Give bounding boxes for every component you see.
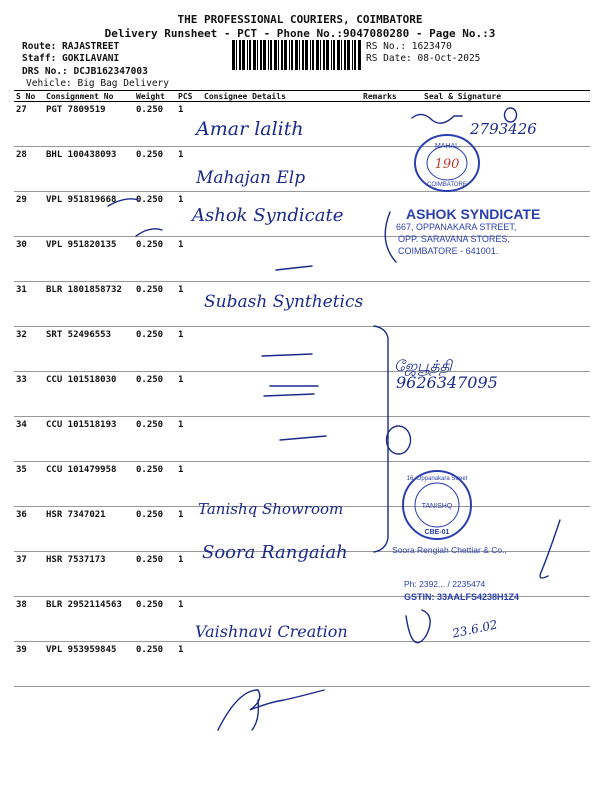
cell-seal [422,327,590,372]
handwriting-subash: Subash Synthetics [204,292,364,312]
route-label: Route: RAJASTREET [22,41,120,52]
cell-consignee [202,372,361,417]
cell-consignee [202,597,361,642]
runsheet-subtitle: Delivery Runsheet - PCT - Phone No.:9047080280 - Page No.:3 [104,27,496,40]
cell-sno: 32 [14,327,44,372]
cell-sno: 38 [14,597,44,642]
cell-pcs: 1 [176,147,202,192]
top-stamp-ring-text: MAHAL [434,143,460,150]
cell-pcs: 1 [176,642,202,687]
cell-consignment: SRT 52496553 [44,327,134,372]
cell-consignment: CCU 101479958 [44,462,134,507]
ashok-stamp-line3: OPP. SARAVANA STORES, [398,234,510,244]
company-title: THE PROFESSIONAL COURIERS, COIMBATORE [177,13,423,26]
cell-consignee [202,327,361,372]
drs-label: DRS No.: DCJB162347003 [22,66,148,77]
cell-weight: 0.250 [134,147,176,192]
cell-remarks [361,372,422,417]
cell-consignment: HSR 7537173 [44,552,134,597]
cell-consignee [202,147,361,192]
barcode [232,40,362,70]
cell-consignment: HSR 7347021 [44,507,134,552]
cell-weight: 0.250 [134,552,176,597]
cell-consignee [202,552,361,597]
table-row [14,462,590,507]
ashok-stamp-title: ASHOK SYNDICATE [406,206,541,222]
cell-consignment: CCU 101518030 [44,372,134,417]
cell-consignee [202,462,361,507]
table-row [14,642,590,687]
table-row [14,417,590,462]
top-red-stamp [412,132,482,194]
table-row [14,102,590,147]
cell-weight: 0.250 [134,237,176,282]
handwriting-ashok: Ashok Syndicate [192,205,344,226]
cell-consignee [202,237,361,282]
vehicle-label: Vehicle: Big Bag Delivery [26,78,169,89]
cell-sno: 30 [14,237,44,282]
cell-seal [422,642,590,687]
cell-consignee [202,102,361,147]
cell-sno: 39 [14,642,44,687]
cell-remarks [361,282,422,327]
cell-sno: 28 [14,147,44,192]
soora-stamp-line2: Ph: 2392... / 2235474 [404,579,486,589]
tanishq-ring-text: 16, Oppanakara Street [406,476,468,482]
table-header-row [14,91,590,102]
cell-consignment: BLR 1801858732 [44,282,134,327]
handwriting-vaishnavi: Vaishnavi Creation [195,622,348,641]
cell-pcs: 1 [176,102,202,147]
col-pcs: PCS [176,91,202,102]
handwriting-mahajan: Mahajan Elp [196,168,306,188]
cell-pcs: 1 [176,552,202,597]
cell-weight: 0.250 [134,507,176,552]
col-remarks: Remarks [361,91,422,102]
cell-seal [422,372,590,417]
cell-weight: 0.250 [134,327,176,372]
rs-date: RS Date: 08-Oct-2025 [366,53,481,64]
cell-pcs: 1 [176,507,202,552]
final-signature-tail [252,700,258,730]
cell-sno: 27 [14,102,44,147]
table-row [14,327,590,372]
rs-number: RS No.: 1623470 [366,41,452,52]
table-row [14,282,590,327]
cell-consignment: VPL 951819668 [44,192,134,237]
cell-pcs: 1 [176,237,202,282]
col-weight: Weight [134,91,176,102]
cell-pcs: 1 [176,327,202,372]
cell-consignment: CCU 101518193 [44,417,134,462]
cell-remarks [361,597,422,642]
ashok-stamp-line4: COIMBATORE - 641001. [398,246,499,256]
handwriting-phone-name: ஜேபூத்தி [394,357,452,375]
col-consignee: Consignee Details [202,91,361,102]
handwriting-soora: Soora Rangaiah [202,542,348,563]
cell-remarks [361,327,422,372]
cell-weight: 0.250 [134,192,176,237]
cell-remarks [361,642,422,687]
col-sno: S No [14,91,44,102]
soora-stamp-line1: Soora Rengiah Chettiar & Co., [392,545,507,555]
ashok-stamp-line2: 667, OPPANAKARA STREET, [396,222,517,232]
top-stamp-bottom-text: COIMBATORE [427,182,467,188]
tanishq-bottom-text: CBE-01 [424,529,450,536]
cell-sno: 37 [14,552,44,597]
cell-weight: 0.250 [134,642,176,687]
col-seal: Seal & Signature [422,91,590,102]
cell-weight: 0.250 [134,462,176,507]
handwriting-amar: Amar lalith [196,118,304,140]
cell-pcs: 1 [176,282,202,327]
cell-pcs: 1 [176,192,202,237]
cell-consignment: PGT 7809519 [44,102,134,147]
cell-pcs: 1 [176,462,202,507]
handwriting-date: 23.6.02 [451,617,499,641]
table-row [14,552,590,597]
cell-weight: 0.250 [134,372,176,417]
svg-text:190: 190 [434,157,460,172]
final-signature [218,690,324,730]
handwriting-tanishq: Tanishq Showroom [198,500,344,518]
cell-pcs: 1 [176,417,202,462]
cell-weight: 0.250 [134,597,176,642]
soora-stamp-gstin: GSTIN: 33AALFS4238H1Z4 [404,592,520,602]
tanishq-center-text: TANISHQ [421,503,453,510]
cell-consignment: BHL 100438093 [44,147,134,192]
cell-consignment: VPL 953959845 [44,642,134,687]
cell-pcs: 1 [176,597,202,642]
table-row [14,597,590,642]
cell-seal [422,552,590,597]
cell-consignee [202,417,361,462]
cell-sno: 33 [14,372,44,417]
handwriting-phone: 9626347095 [396,373,498,392]
tanishq-stamp [398,468,476,542]
cell-weight: 0.250 [134,102,176,147]
cell-pcs: 1 [176,372,202,417]
cell-weight: 0.250 [134,417,176,462]
col-consignment: Consignment No [44,91,134,102]
cell-consignment: BLR 2952114563 [44,597,134,642]
cell-consignment: VPL 951820135 [44,237,134,282]
cell-consignee [202,192,361,237]
cell-consignee [202,507,361,552]
cell-consignee [202,642,361,687]
cell-sno: 31 [14,282,44,327]
cell-seal [422,282,590,327]
table-row [14,147,590,192]
cell-sno: 35 [14,462,44,507]
cell-remarks [361,552,422,597]
staff-label: Staff: GOKILAVANI [22,53,120,64]
table-row [14,372,590,417]
handwriting-sig-top: 2793426 [470,120,537,138]
cell-sno: 36 [14,507,44,552]
cell-weight: 0.250 [134,282,176,327]
cell-seal [422,597,590,642]
cell-sno: 29 [14,192,44,237]
cell-sno: 34 [14,417,44,462]
cell-consignee [202,282,364,327]
cell-remarks [361,417,422,462]
cell-seal [422,417,590,462]
